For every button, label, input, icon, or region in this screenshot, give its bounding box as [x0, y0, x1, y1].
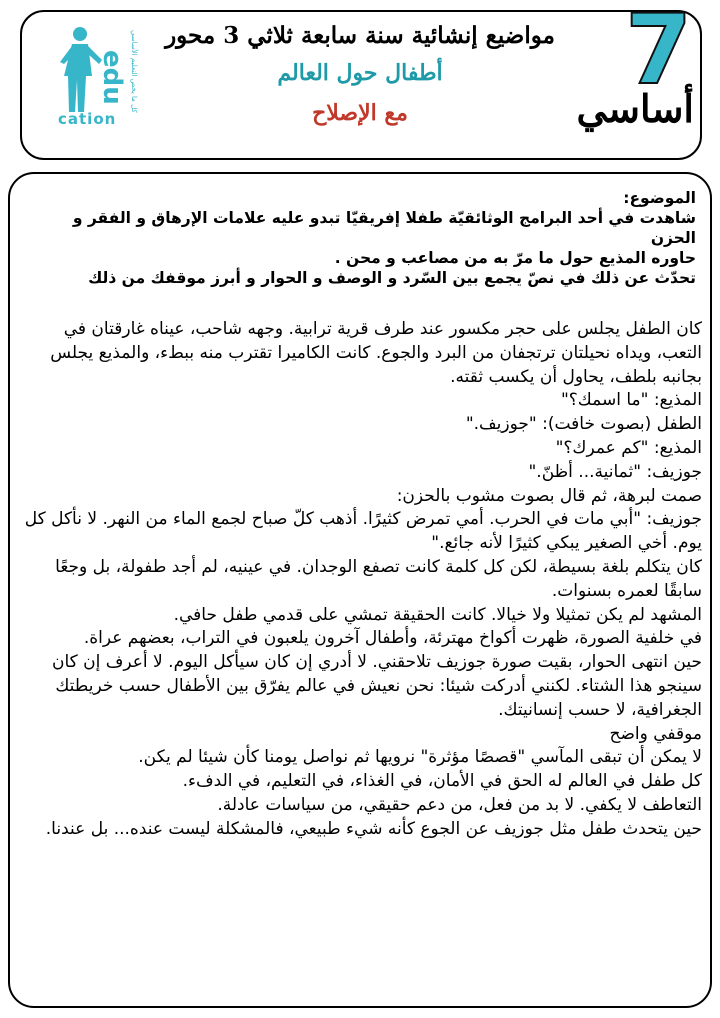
- story-paragraph: المذيع: "ما اسمك؟": [560, 390, 702, 411]
- story-text: [22, 318, 702, 842]
- svg-text:edu: edu: [97, 50, 127, 105]
- page-subtitle: أطفال حول العالم: [277, 60, 443, 86]
- story-paragraph: في خلفية الصورة، ظهرت أكواخ مهترئة، وأطفال آخرون يلعبون في التراب، بعضهم عراة.: [83, 628, 702, 649]
- topic-line: شاهدت في أحد البرامج الوثائقيّة طفلا إفريقيّا تبدو عليه علامات الإرهاق و الفقر و الحزن: [72, 209, 696, 247]
- topic-line: حاوره المذيع حول ما مرّ به من مصاعب و محن .: [334, 249, 696, 267]
- story-paragraph: المذيع: "كم عمرك؟": [555, 437, 702, 458]
- story-paragraph: الطفل (بصوت خافت): "جوزيف.": [465, 414, 702, 435]
- story-paragraph: لا يمكن أن تبقى المآسي "قصصًا مؤثرة" نرويها ثم نواصل يومنا كأن شيئا لم يكن.: [138, 747, 702, 768]
- story-paragraph: موقفي واضح: [609, 723, 702, 744]
- story-paragraph: كان يتكلم بلغة بسيطة، لكن كل كلمة كانت تصفع الوجدان. في عينيه، لم أجد طفولة، بل وجعًا سابقًا لعمره بسنوات.: [55, 556, 702, 601]
- story-paragraph: جوزيف: "ثمانية... أظنّ.": [528, 461, 702, 482]
- story-paragraph: جوزيف: "أبي مات في الحرب. أمي تمرض كثيرًا. أذهب كلّ صباح لجمع الماء من النهر. لا نأكل كل يوم. أخي الصغير يبكي كثيرًا لأنه جائع.": [24, 509, 702, 554]
- topic-line: تحدّث عن ذلك في نصّ يجمع بين السّرد و الوصف و الحوار و أبرز موقفك من ذلك: [88, 269, 696, 287]
- topic-section: [28, 188, 696, 288]
- story-paragraph: حين يتحدث طفل مثل جوزيف عن الجوع كأنه شيء طبيعي، فالمشكلة ليست عنده... بل عندنا.: [45, 818, 702, 839]
- correction-label: مع الإصلاح: [312, 100, 408, 126]
- logo-text: cation: [58, 110, 117, 128]
- svg-text:كل ما يخص التعليم الأساسي: كل ما يخص التعليم الأساسي: [130, 30, 138, 113]
- story-paragraph: كل طفل في العالم له الحق في الأمان، في الغذاء، في التعليم، في الدفء.: [182, 771, 702, 792]
- level-word: أساسي: [576, 86, 694, 131]
- topic-label: الموضوع:: [623, 189, 696, 207]
- story-paragraph: التعاطف لا يكفي. لا بد من فعل، من دعم حقيقي، من سياسات عادلة.: [217, 794, 702, 815]
- story-paragraph: كان الطفل يجلس على حجر مكسور عند طرف قرية ترابية. وجهه شاحب، عيناه غارقتان في التعب، ويداه نحيلتان ترتجفان من البرد والجوع. كانت الكاميرا تقترب منه ببطء، والمذيع يجلس بجانبه بلطف، يحاول أن يكسب ثقته.: [50, 319, 702, 387]
- story-paragraph: المشهد لم يكن تمثيلا ولا خيالا. كانت الحقيقة تمشي على قدمي طفل حافي.: [173, 604, 702, 625]
- story-paragraph: حين انتهى الحوار، بقيت صورة جوزيف تلاحقني. لا أدري إن كان سيأكل اليوم. لا أعرف إن كان سينجو هذا الشتاء. لكنني أدركت شيئا: نحن نعيش في عالم يفرّق بين الأطفال حسب خريطتك الجغرافية، لا حسب إنسانيتك.: [52, 652, 702, 720]
- story-paragraph: صمت لبرهة، ثم قال بصوت مشوب بالحزن:: [396, 485, 702, 506]
- page-title: مواضيع إنشائية سنة سابعة ثلاثي 3 محور: [165, 22, 555, 49]
- level-number: 7: [625, 0, 692, 106]
